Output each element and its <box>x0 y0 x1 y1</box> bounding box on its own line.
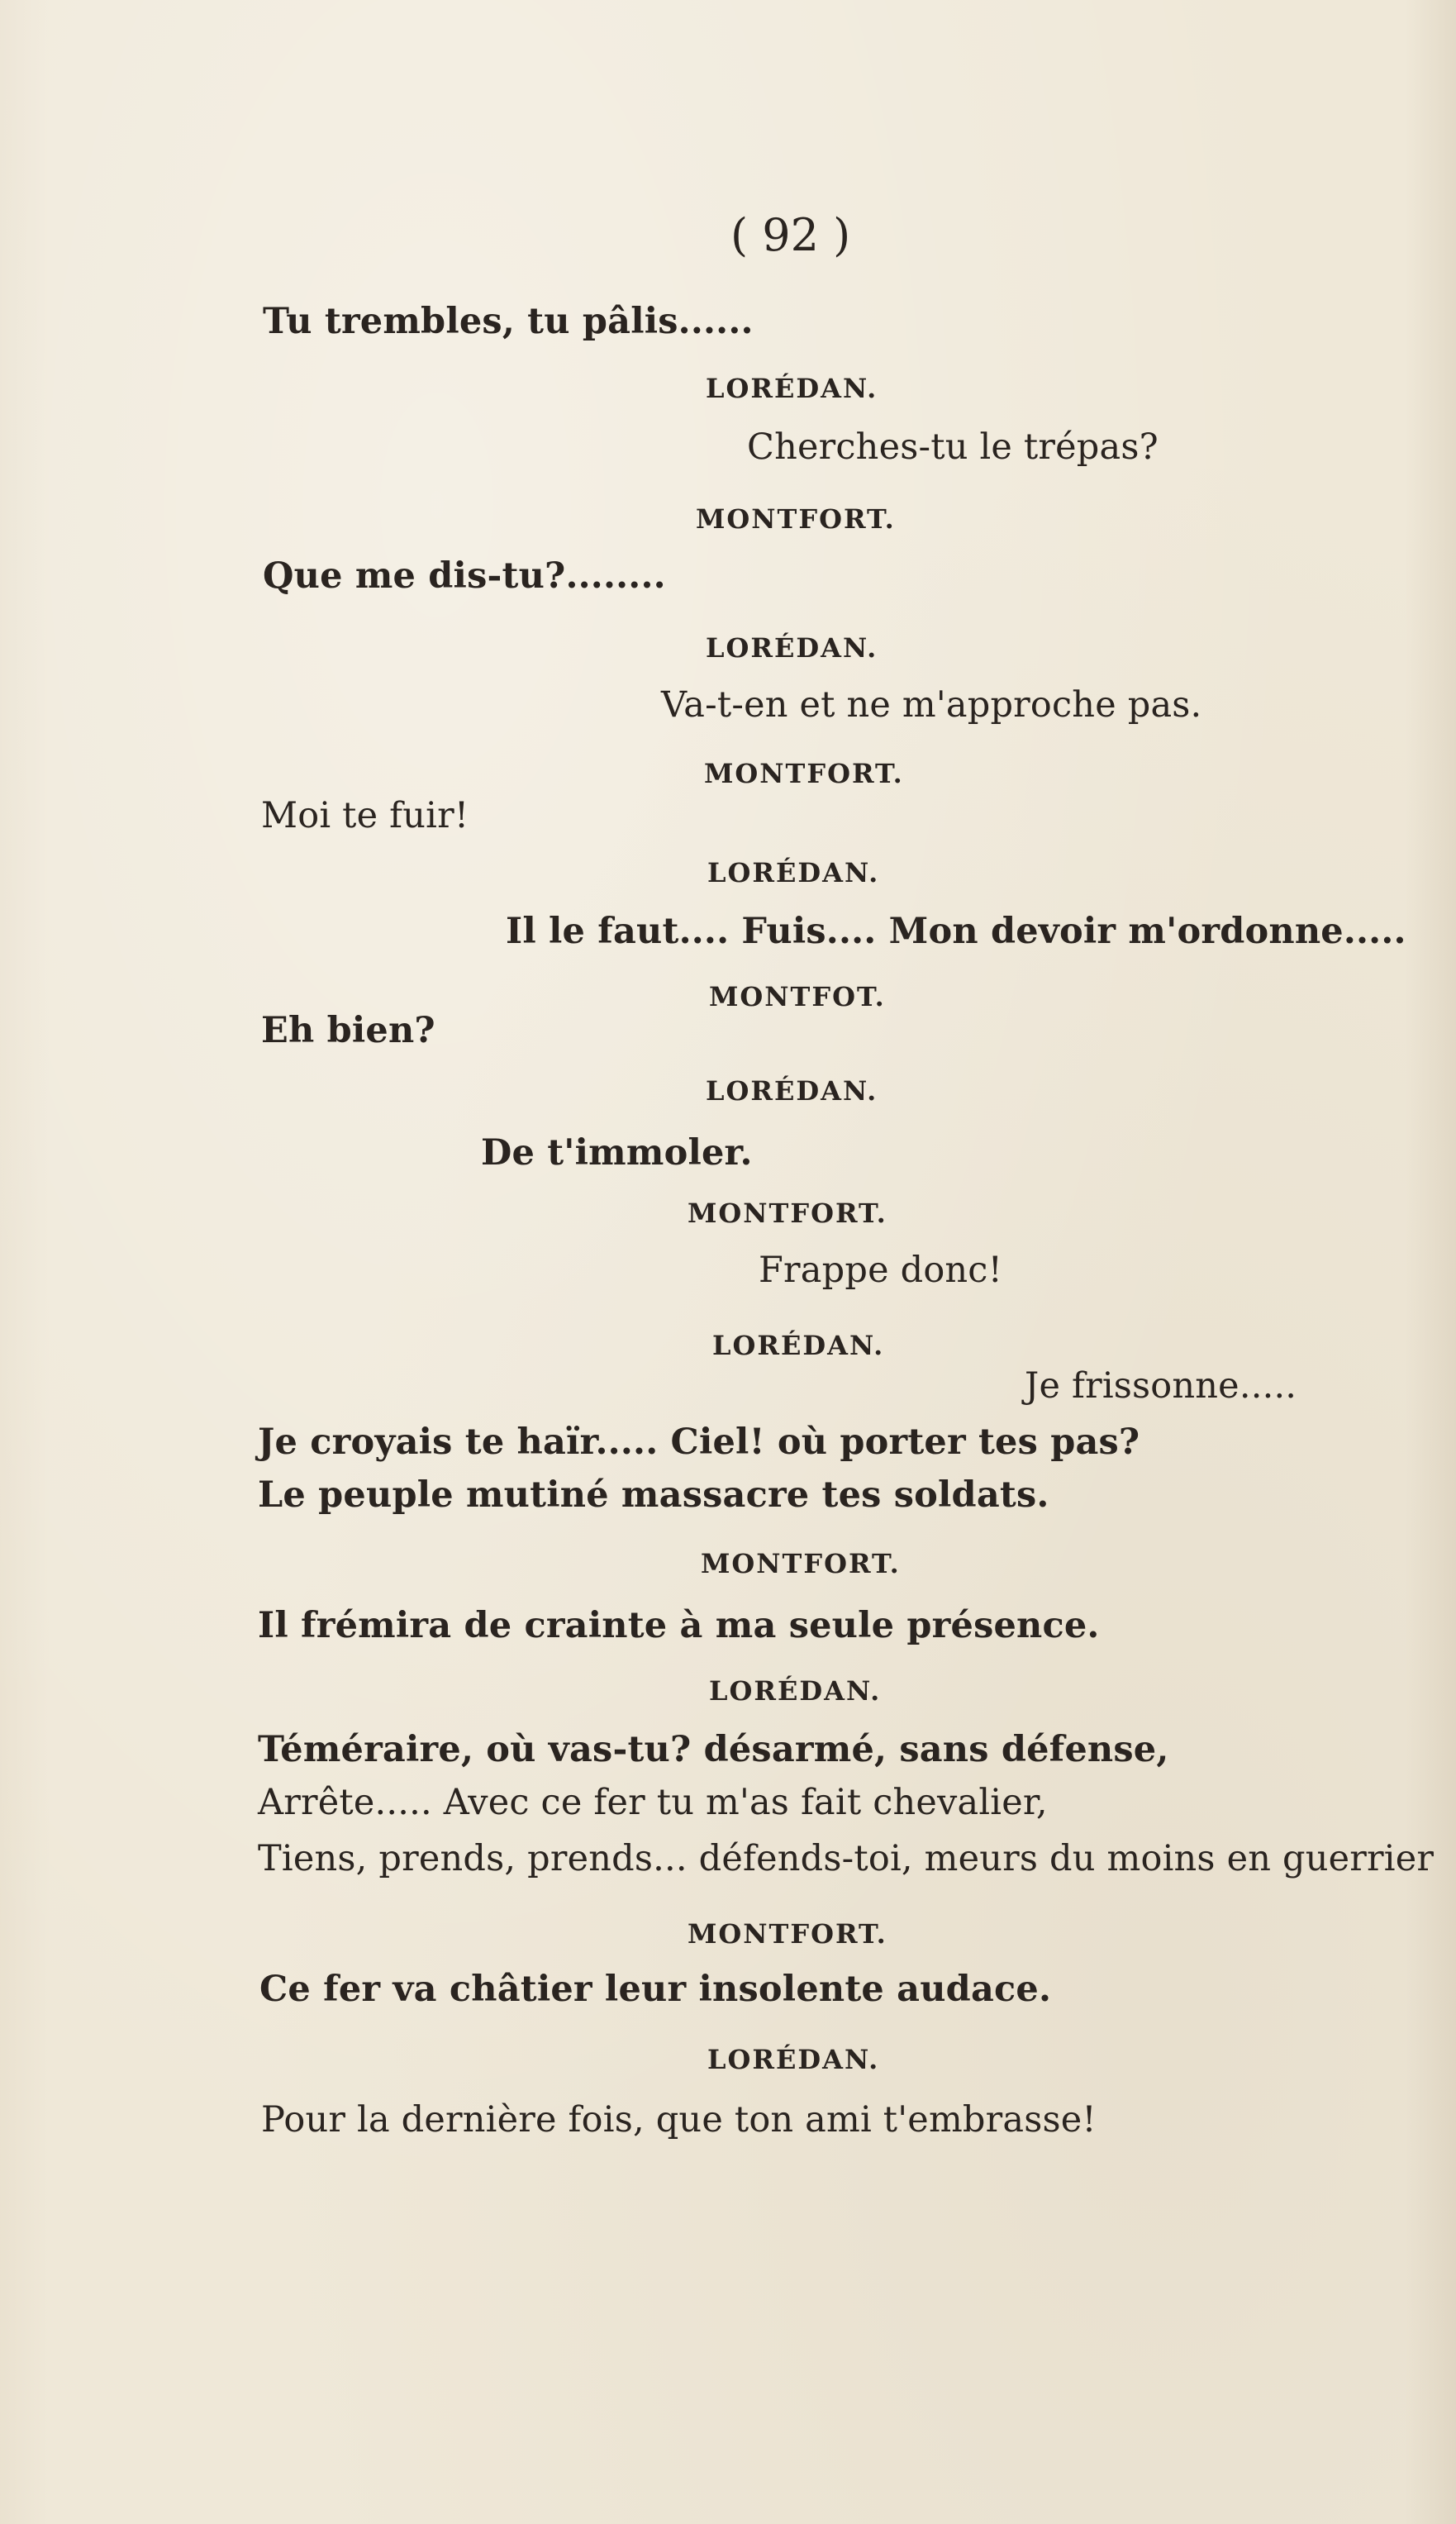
speaker-name: LORÉDAN. <box>707 857 880 888</box>
speaker-name: MONTFORT. <box>688 1918 887 1950</box>
verse-line: Ce fer va châtier leur insolente audace. <box>259 1969 1052 2010</box>
speaker-name: LORÉDAN. <box>707 2044 880 2075</box>
verse-line: Pour la dernière fois, que ton ami t'embrasse! <box>261 2099 1097 2141</box>
verse-line: Que me dis-tu?........ <box>263 555 666 597</box>
verse-line: Va-t-en et ne m'approche pas. <box>661 684 1202 726</box>
verse-line: Eh bien? <box>261 1010 435 1051</box>
speaker-name: MONTFORT. <box>696 503 896 535</box>
page-number: ( 92 ) <box>730 209 851 261</box>
verse-line: Arrête..... Avec ce fer tu m'as fait chevalier, <box>258 1782 1048 1823</box>
speaker-name: LORÉDAN. <box>712 1330 885 1361</box>
verse-line: Je croyais te haïr..... Ciel! où porter tes pas? <box>258 1422 1140 1463</box>
verse-line: Je frissonne..... <box>1025 1365 1297 1407</box>
verse-line: Le peuple mutiné massacre tes soldats. <box>258 1474 1049 1516</box>
verse-line: De t'immoler. <box>481 1132 753 1174</box>
speaker-name: MONTFORT. <box>701 1548 901 1579</box>
speaker-name: LORÉDAN. <box>709 1675 882 1707</box>
verse-line: Cherches-tu le trépas? <box>747 426 1159 468</box>
speaker-name: MONTFOT. <box>709 981 886 1012</box>
speaker-name: LORÉDAN. <box>706 373 878 404</box>
verse-line: Tiens, prends, prends... défends-toi, meurs du moins en guerrier <box>258 1838 1435 1879</box>
verse-line: Il frémira de crainte à ma seule présence. <box>258 1605 1100 1646</box>
verse-line: Tu trembles, tu pâlis...... <box>263 301 754 342</box>
speaker-name: MONTFORT. <box>688 1198 887 1229</box>
speaker-name: MONTFORT. <box>704 758 904 789</box>
speaker-name: LORÉDAN. <box>706 1075 878 1107</box>
verse-line: Il le faut.... Fuis.... Mon devoir m'ordonne..... <box>506 911 1406 952</box>
verse-line: Téméraire, où vas-tu? désarmé, sans défense, <box>258 1729 1169 1770</box>
verse-line: Moi te fuir! <box>261 795 469 836</box>
speaker-name: LORÉDAN. <box>706 632 878 664</box>
verse-line: Frappe donc! <box>759 1250 1003 1291</box>
